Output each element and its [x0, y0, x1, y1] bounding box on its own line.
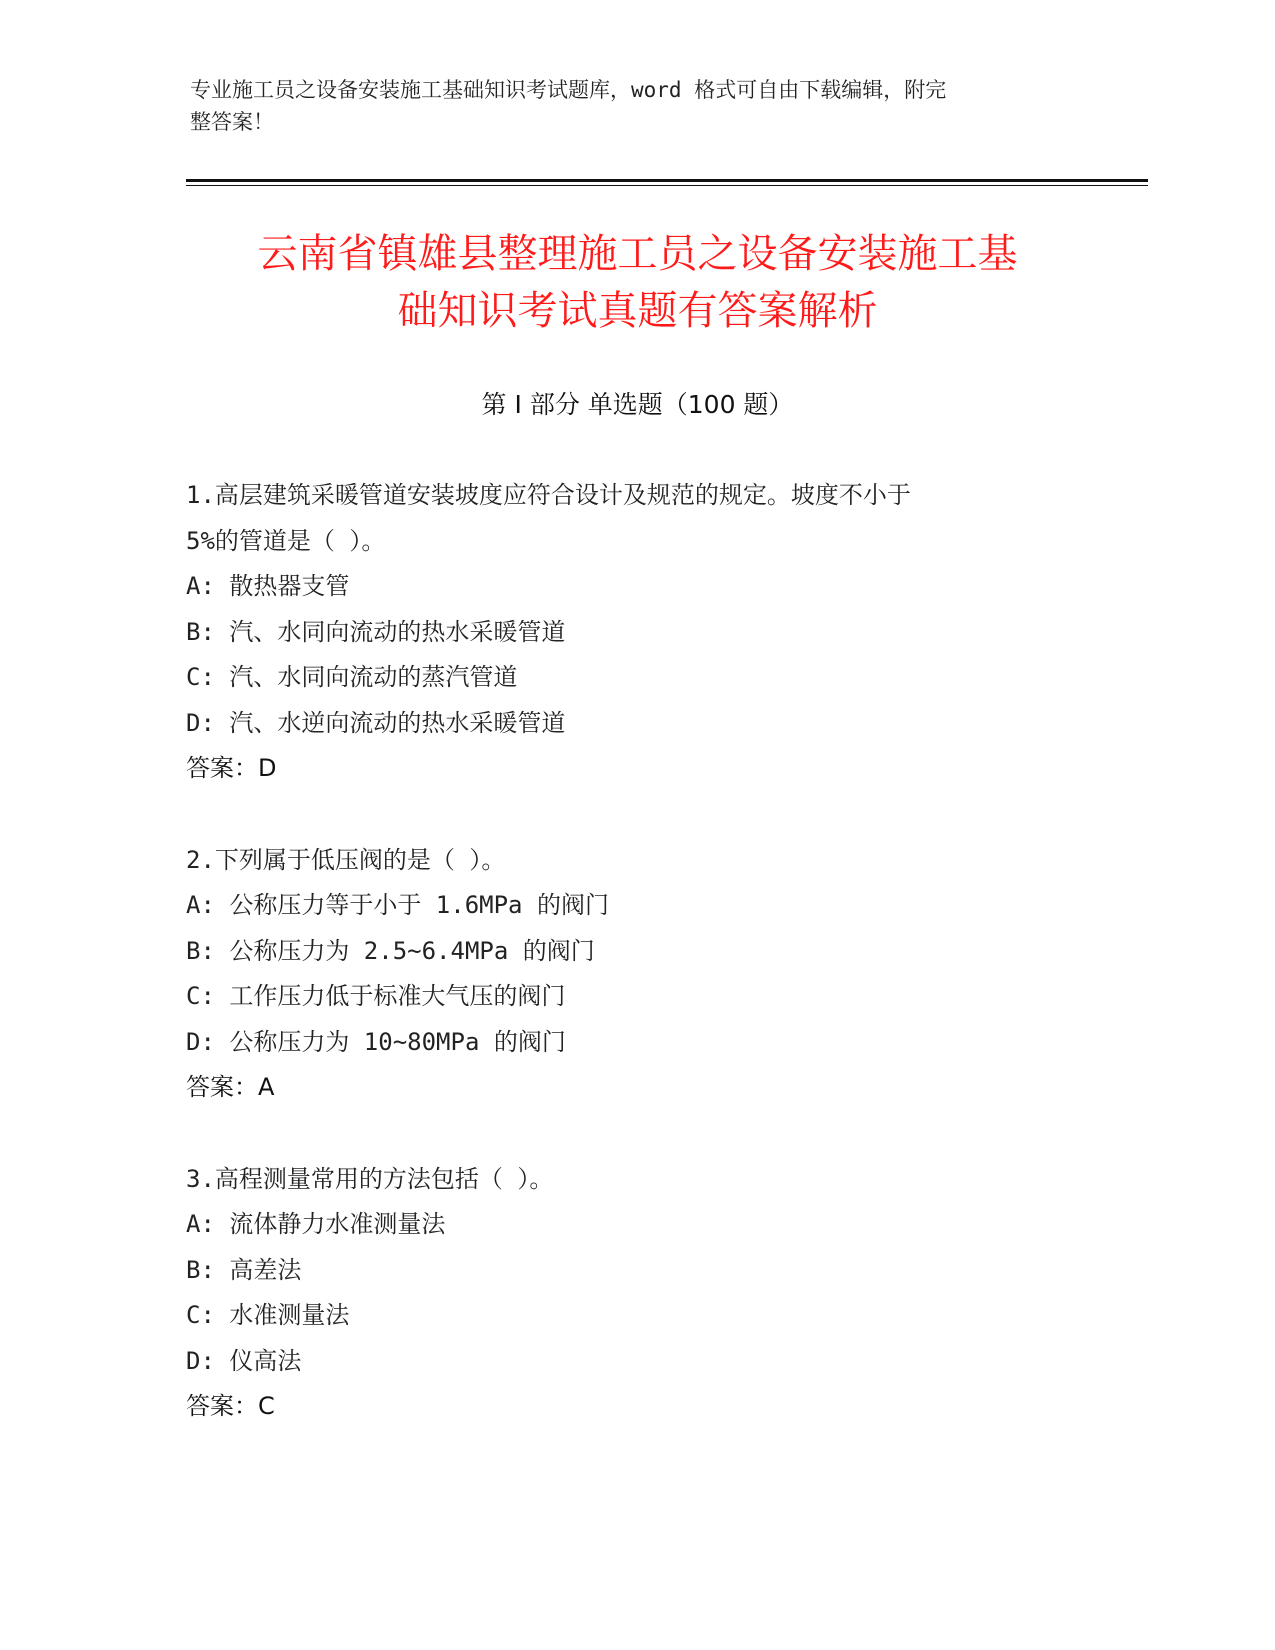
header-divider-thick — [186, 179, 1148, 182]
question-stem: 3.高程测量常用的方法包括（ ）。 — [186, 1164, 554, 1193]
document-title-line: 云南省镇雄县整理施工员之设备安装施工基 — [257, 231, 1018, 277]
document-title-line: 础知识考试真题有答案解析 — [397, 288, 878, 334]
header-note — [190, 74, 1070, 138]
option-d: D: 仪高法 — [186, 1346, 302, 1375]
header-note-line: 专业施工员之设备安装施工基础知识考试题库，word 格式可自由下载编辑，附完 — [190, 78, 947, 102]
answer-label: 答案：A — [186, 1073, 275, 1101]
option-a: A: 散热器支管 — [186, 572, 350, 600]
question-item — [186, 838, 1066, 1111]
option-c: C: 汽、水同向流动的蒸汽管道 — [186, 663, 518, 691]
section-title: 第 I 部分 单选题（100 题） — [481, 390, 794, 419]
option-b: B: 汽、水同向流动的热水采暖管道 — [186, 617, 566, 646]
option-c: C: 水准测量法 — [186, 1301, 350, 1329]
question-list — [186, 473, 1066, 1476]
question-stem: 5%的管道是（ ）。 — [186, 526, 386, 555]
header-note-line: 整答案！ — [190, 110, 274, 134]
question-stem: 1.高层建筑采暖管道安装坡度应符合设计及规范的规定。坡度不小于 — [186, 481, 911, 509]
option-a: A: 流体静力水准测量法 — [186, 1210, 446, 1238]
header-divider-thin — [186, 185, 1148, 186]
question-item — [186, 473, 1066, 792]
option-c: C: 工作压力低于标准大气压的阀门 — [186, 982, 566, 1010]
option-b: B: 公称压力为 2.5~6.4MPa 的阀门 — [186, 936, 595, 965]
question-item — [186, 1157, 1066, 1430]
option-d: D: 汽、水逆向流动的热水采暖管道 — [186, 708, 566, 737]
question-stem: 2.下列属于低压阀的是（ ）。 — [186, 845, 506, 874]
answer-label: 答案：C — [186, 1392, 275, 1420]
document-title — [150, 226, 1125, 340]
option-b: B: 高差法 — [186, 1255, 302, 1284]
answer-label: 答案：D — [186, 754, 277, 782]
option-d: D: 公称压力为 10~80MPa 的阀门 — [186, 1027, 566, 1056]
option-a: A: 公称压力等于小于 1.6MPa 的阀门 — [186, 891, 609, 919]
